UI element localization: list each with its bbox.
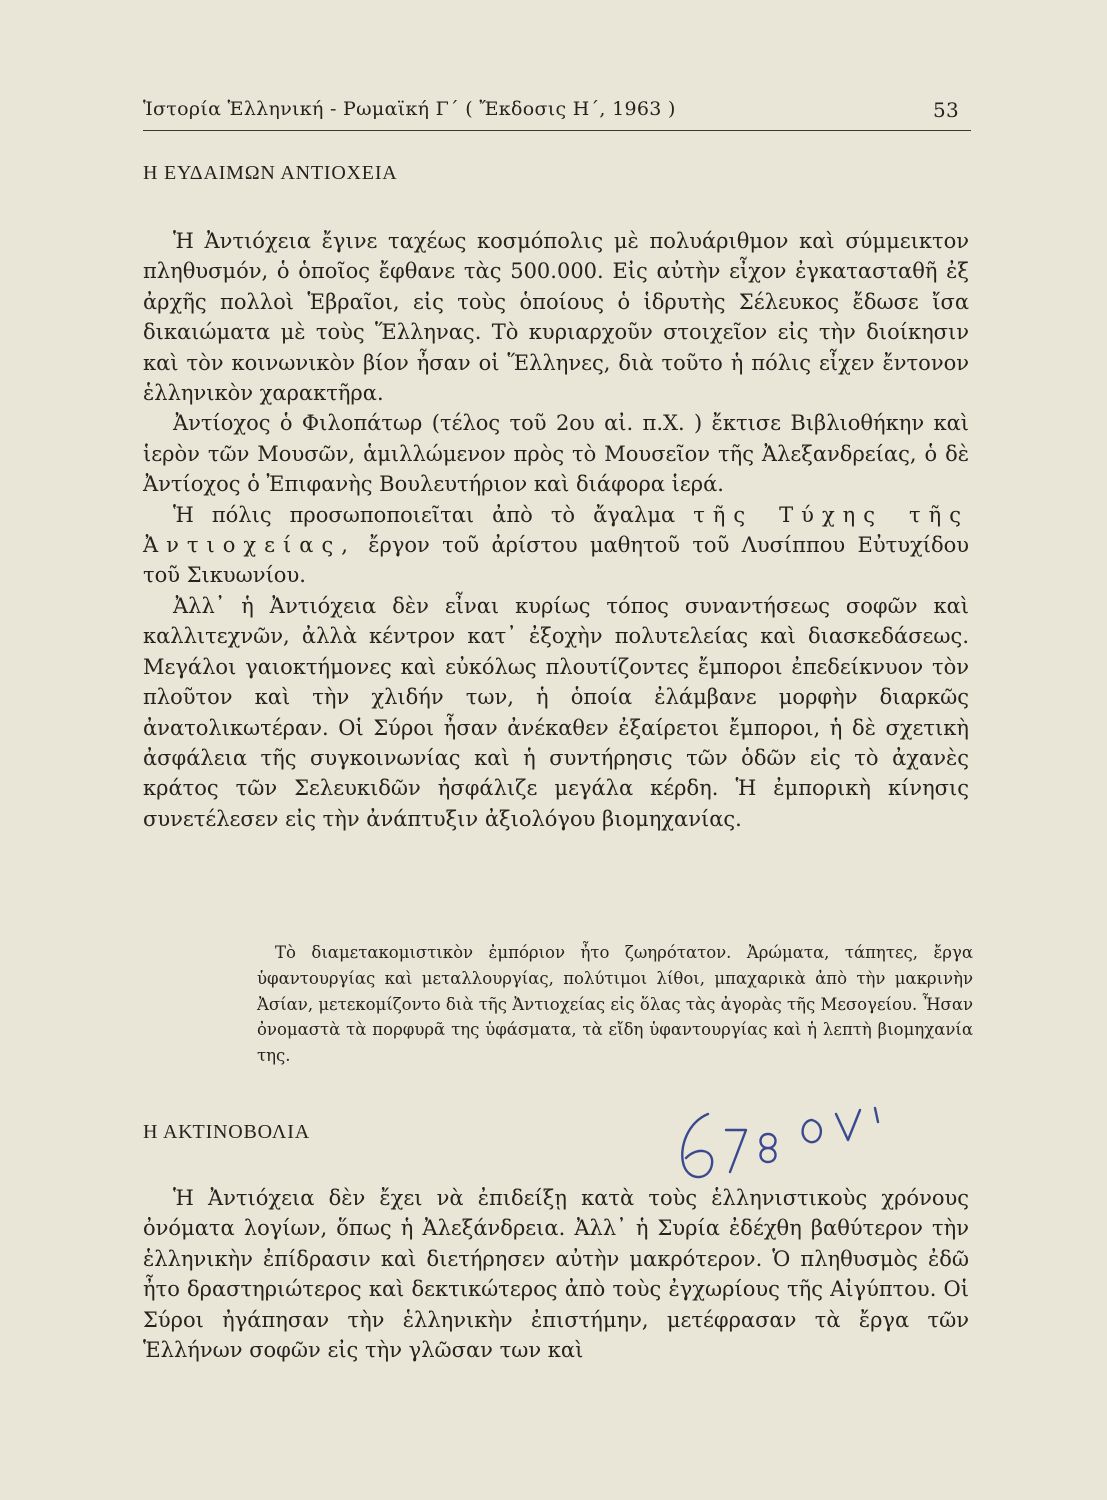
small-print-note (257, 940, 973, 1069)
paragraph: Ἀλλ᾽ ἡ Ἀντιόχεια δὲν εἶναι κυρίως τόπος συναντήσεως σοφῶν καὶ καλλιτεχνῶν, ἀλλὰ κέντρον κατ᾽ ἐξοχὴν πολυτελείας καὶ διασκεδάσεως. Μεγάλοι γαιοκτήμονες καὶ εὐκόλως πλουτίζοντες ἔμποροι ἐπεδείκνυον τὸν πλοῦτον καὶ τὴν χλιδήν των, ἡ ὁποία ἐλάμβανε μορφὴν διαρκῶς ἀνατολικωτέραν. Οἱ Σύροι ἦσαν ἀνέκαθεν ἐξαίρετοι ἔμποροι, ἡ δὲ σχετικὴ ἀσφάλεια τῆς συγκοινωνίας καὶ ἡ συντήρησις τῶν ὁδῶν εἰς τὸ ἀχανὲς κράτος τῶν Σελευκιδῶν ἠσφάλιζε μεγάλα κέρδη. Ἡ ἐμπορικὴ κίνησις συνετέλεσεν εἰς τὴν ἀνάπτυξιν ἀξιολόγου βιομηχανίας. (143, 593, 969, 831)
paragraph-text: ἔργον τοῦ ἀρίστου μαθητοῦ τοῦ Λυσίππου Εὐτυχίδου τοῦ Σικυωνίου. (143, 533, 969, 588)
note-text: Τὸ διαμετακομιστικὸν ἐμπόριον ἦτο ζωηρότατον. Ἀρώματα, τάπητες, ἔργα ὑφαντουργίας καὶ μεταλλουργίας, πολύτιμοι λίθοι, μπαχαρικὰ ἀπὸ τὴν μακρινὴν Ἀσίαν, μετεκομίζοντο διὰ τῆς Ἀντιοχείας εἰς ὅλας τὰς ἀγορὰς τῆς Μεσογείου. Ἦσαν ὀνομαστὰ τὰ πορφυρᾶ της ὑφάσματα, τὰ εἴδη ὑφαντουργίας καὶ ἡ λεπτὴ βιομηχανία της. (257, 943, 973, 1066)
handwritten-annotation (670, 1100, 900, 1190)
section-body-antioch (143, 226, 969, 834)
header-rule (143, 130, 971, 131)
section-heading-radiance: Η ΑΚΤΙΝΟΒΟΛΙΑ (143, 1121, 310, 1143)
paragraph: Ἀντίοχος ὁ Φιλοπάτωρ (τέλος τοῦ 2ου αἰ. π.Χ. ) ἔκτισε Βιβλιοθήκην καὶ ἱερὸν τῶν Μουσῶν, ἁμιλλώμενον πρὸς τὸ Μουσεῖον τῆς Ἀλεξανδρείας, ὁ δὲ Ἀντίοχος ὁ Ἐπιφανὴς Βουλευτήριον καὶ διάφορα ἱερά. (143, 411, 969, 497)
paragraph-text: Ἡ πόλις προσωποποιεῖται ἀπὸ τὸ ἄγαλμα (173, 502, 676, 527)
running-title: Ἱστορία Ἑλληνική - Ρωμαϊκή Γ΄ ( Ἔκδοσις Η΄, 1963 ) (143, 98, 676, 120)
section-body-radiance (143, 1183, 969, 1365)
paragraph (143, 500, 969, 591)
spaced-emphasis: τῆς Τύχης τῆς Ἀντιοχείας, (143, 502, 969, 558)
paragraph: Ἡ Ἀντιόχεια ἔγινε ταχέως κοσμόπολις μὲ πολυάριθμον καὶ σύμμεικτον πληθυσμόν, ὁ ὁποῖος ἔφθανε τὰς 500.000. Εἰς αὐτὴν εἶχον ἐγκατασταθῆ ἐξ ἀρχῆς πολλοὶ Ἑβραῖοι, εἰς τοὺς ὁποίους ὁ ἱδρυτὴς Σέλευκος ἔδωσε ἴσα δικαιώματα μὲ τοὺς Ἕλληνας. Τὸ κυριαρχοῦν στοιχεῖον εἰς τὴν διοίκησιν καὶ τὸν κοινωνικὸν βίον ἦσαν οἱ Ἕλληνες, διὰ τοῦτο ἡ πόλις εἶχεν ἔντονον ἑλληνικὸν χαρακτῆρα. (143, 229, 969, 406)
section-heading-antioch: Η ΕΥΔΑΙΜΩΝ ΑΝΤΙΟΧΕΙΑ (143, 162, 398, 184)
page-number: 53 (932, 98, 959, 122)
running-header (143, 98, 971, 120)
paragraph: Ἡ Ἀντιόχεια δὲν ἔχει νὰ ἐπιδείξῃ κατὰ τοὺς ἑλληνιστικοὺς χρόνους ὀνόματα λογίων, ὅπως ἡ Ἀλεξάνδρεια. Ἀλλ᾽ ἡ Συρία ἐδέχθη βαθύτερον τὴν ἑλληνικὴν ἐπίδρασιν καὶ διετήρησεν αὐτὴν μακρότερον. Ὁ πληθυσμὸς ἐδῶ ἦτο δραστηριώτερος καὶ δεκτικώτερος ἀπὸ τοὺς ἐγχωρίους τῆς Αἰγύπτου. Οἱ Σύροι ἠγάπησαν τὴν ἑλληνικὴν ἐπιστήμην, μετέφρασαν τὰ ἔργα τῶν Ἑλλήνων σοφῶν εἰς τὴν γλῶσαν των καὶ (143, 1186, 969, 1363)
